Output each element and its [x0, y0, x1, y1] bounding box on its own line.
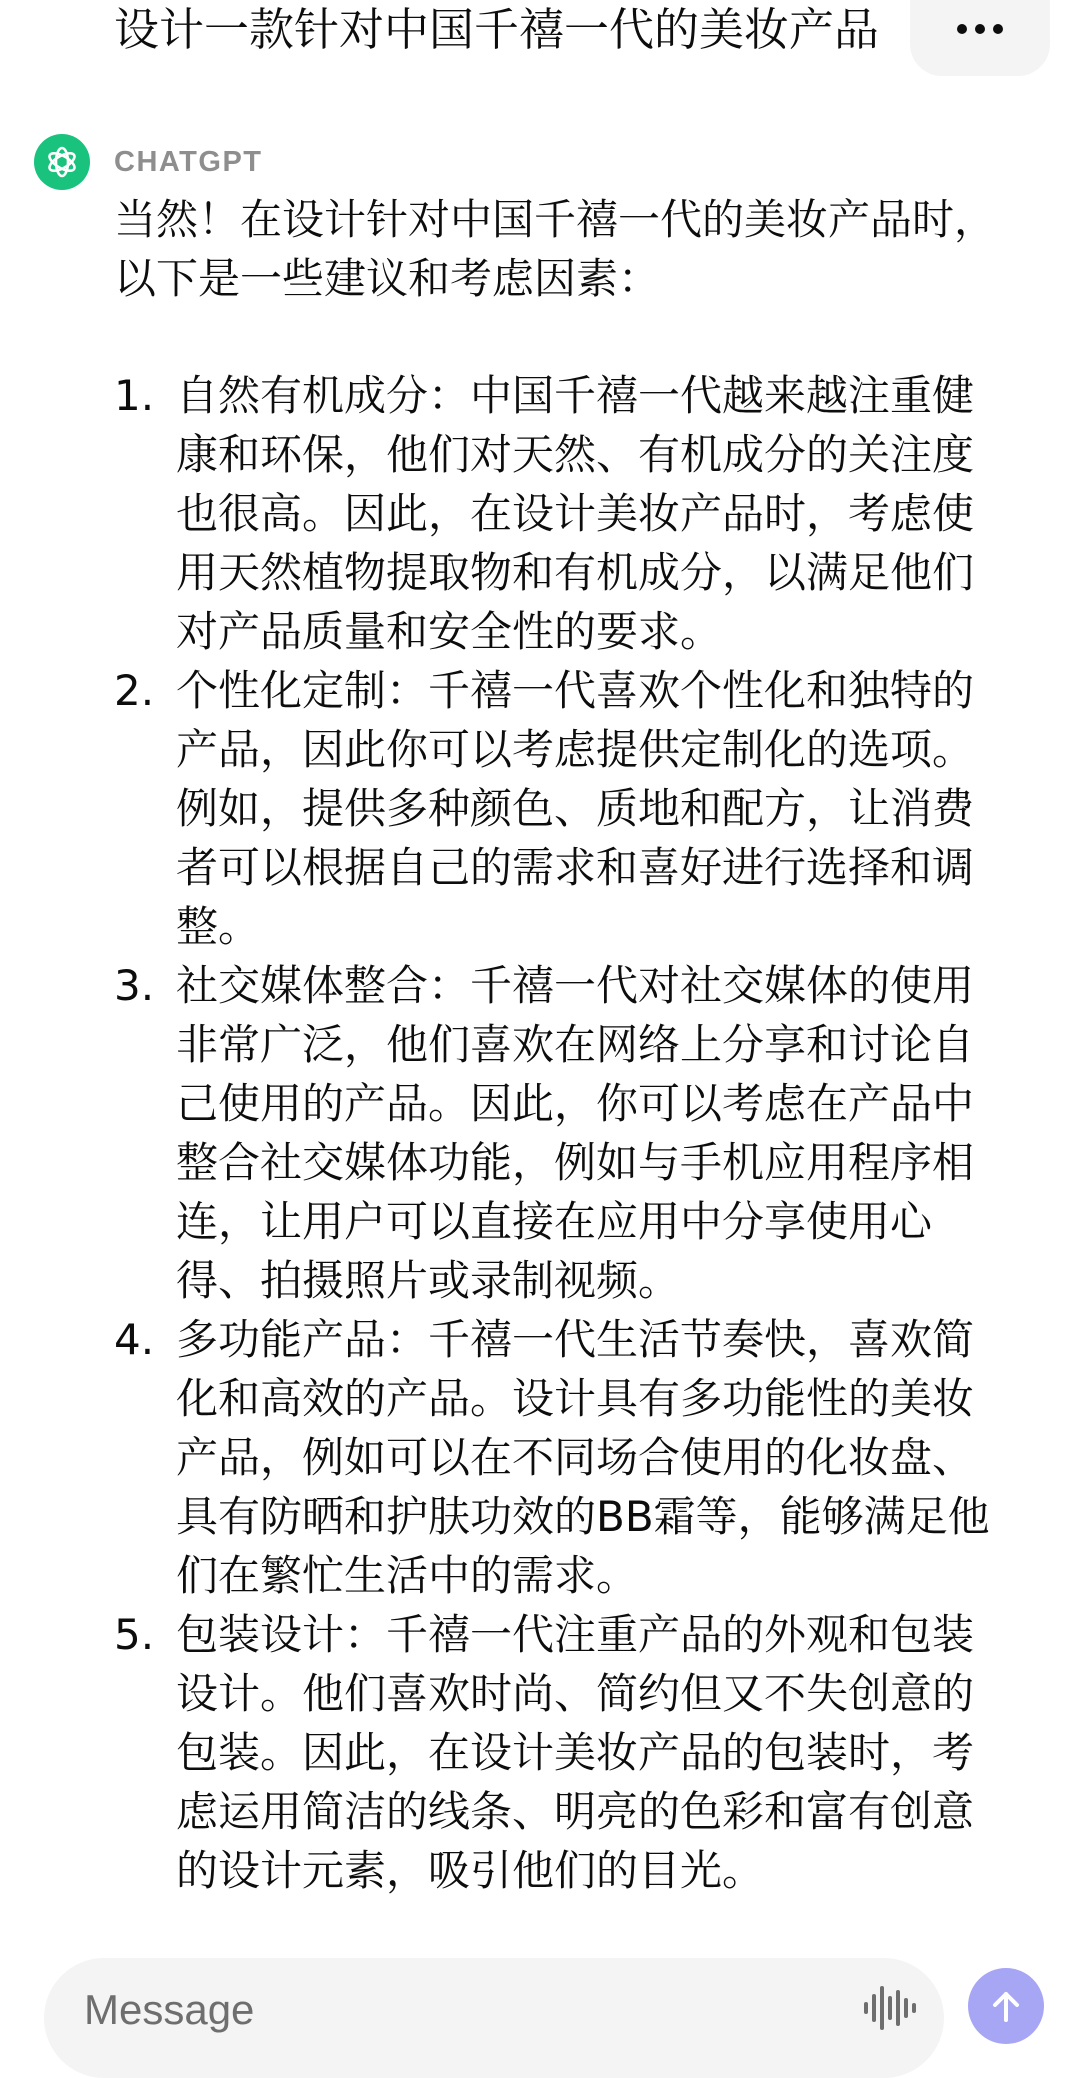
- list-item-text: 个性化定制：千禧一代喜欢个性化和独特的产品，因此你可以考虑提供定制化的选项。例如，提供多种颜色、质地和配方，让消费者可以根据自己的需求和喜好进行选择和调整。: [176, 666, 975, 951]
- list-item-number: 4.: [114, 1315, 155, 1364]
- list-item: [114, 956, 1014, 1310]
- list-item-text: 社交媒体整合：千禧一代对社交媒体的使用非常广泛，他们喜欢在网络上分享和讨论自己使用的产品。因此，你可以考虑在产品中整合社交媒体功能，例如与手机应用程序相连，让用户可以直接在应用中分享使用心得、拍摄照片或录制视频。: [176, 961, 975, 1305]
- list-item-text: 多功能产品：千禧一代生活节奏快，喜欢简化和高效的产品。设计具有多功能性的美妆产品，例如可以在不同场合使用的化妆盘、具有防晒和护肤功效的BB霜等，能够满足他们在繁忙生活中的需求。: [176, 1315, 990, 1600]
- assistant-answer: [114, 190, 1014, 1900]
- more-options-button[interactable]: [910, 0, 1050, 76]
- assistant-header: [34, 134, 263, 190]
- list-item-number: 3.: [114, 961, 155, 1010]
- more-dot: [993, 24, 1003, 34]
- user-message: 设计一款针对中国千禧一代的美妆产品: [114, 3, 880, 56]
- send-button[interactable]: [968, 1968, 1044, 2044]
- list-item: [114, 366, 1014, 661]
- assistant-name: CHATGPT: [114, 145, 263, 178]
- list-item: [114, 1605, 1014, 1900]
- voice-waveform-icon: [860, 1982, 920, 2034]
- openai-logo-icon: [42, 142, 82, 182]
- suggestion-list: [114, 366, 1014, 1900]
- list-item-text: 自然有机成分：中国千禧一代越来越注重健康和环保，他们对天然、有机成分的关注度也很高。因此，在设计美妆产品时，考虑使用天然植物提取物和有机成分，以满足他们对产品质量和安全性的要求。: [176, 371, 975, 656]
- arrow-up-icon: [986, 1986, 1026, 2026]
- more-horizontal-icon: [957, 24, 967, 34]
- list-item: [114, 661, 1014, 956]
- list-item: [114, 1310, 1014, 1605]
- message-input[interactable]: [84, 1984, 844, 2036]
- more-dot: [975, 24, 985, 34]
- list-item-number: 1.: [114, 371, 155, 420]
- answer-intro: 当然！在设计针对中国千禧一代的美妆产品时，以下是一些建议和考虑因素：: [114, 195, 997, 303]
- list-item-text: 包装设计：千禧一代注重产品的外观和包装设计。他们喜欢时尚、简约但又不失创意的包装。因此，在设计美妆产品的包装时，考虑运用简洁的线条、明亮的色彩和富有创意的设计元素，吸引他们的目光。: [176, 1610, 975, 1895]
- message-composer: [44, 1958, 944, 2078]
- avatar: [34, 134, 90, 190]
- voice-button[interactable]: [860, 1982, 920, 2034]
- user-message-row: [0, 0, 1080, 100]
- list-item-number: 5.: [114, 1610, 155, 1659]
- list-item-number: 2.: [114, 666, 155, 715]
